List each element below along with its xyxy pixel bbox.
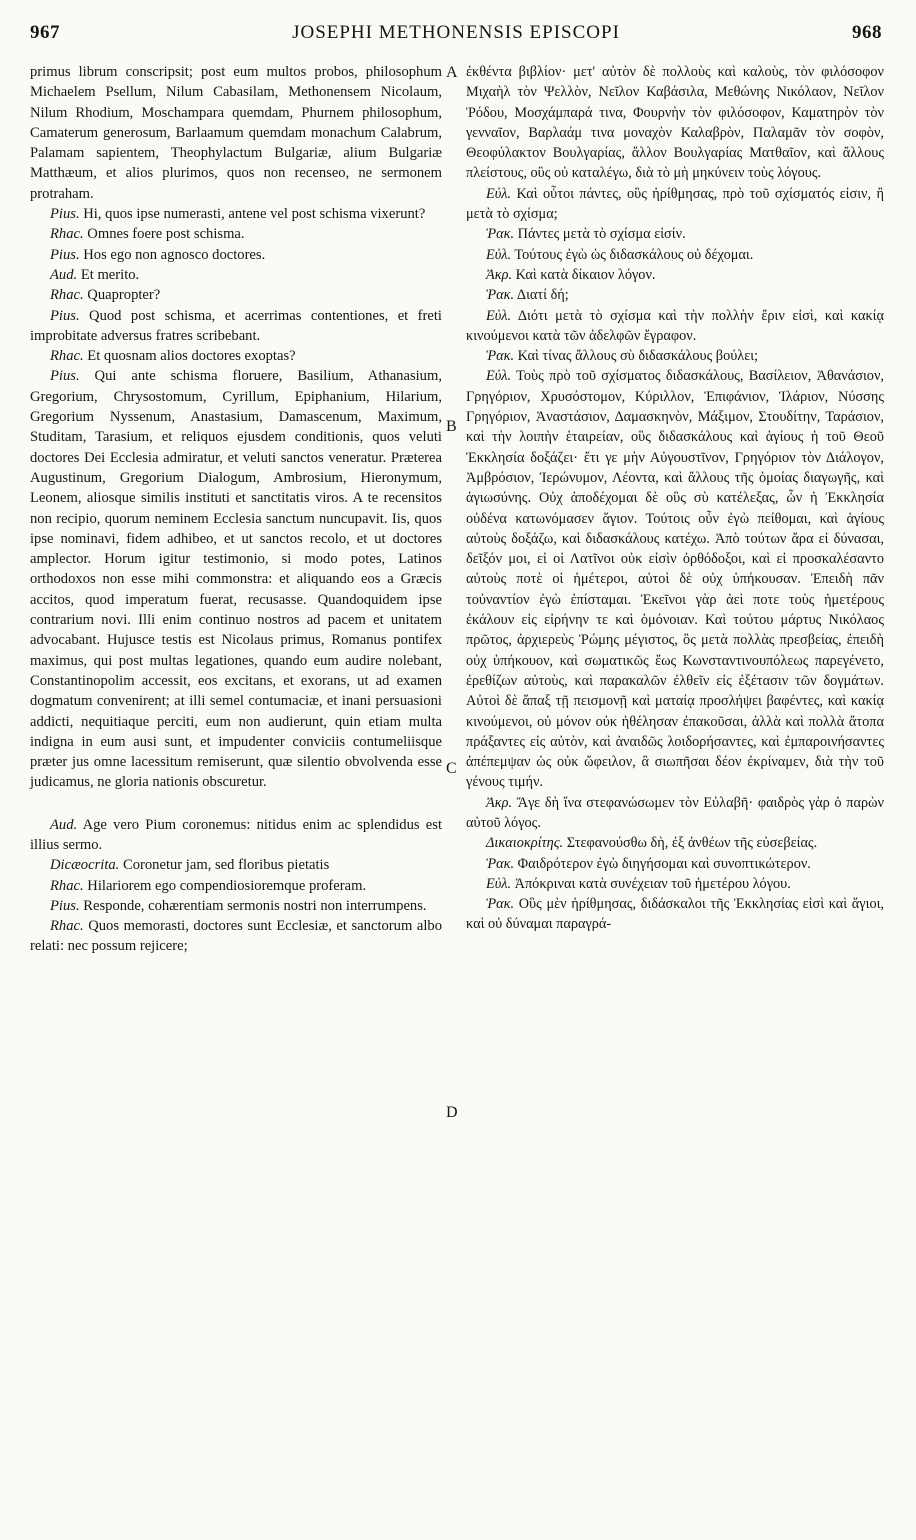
- greek-paragraph: Εὐλ. Καὶ οὗτοι πάντες, οὓς ἠρίθμησας, πρὸ τοῦ σχίσματός εἰσιν, ἢ μετὰ τὸ σχίσμα;: [466, 185, 884, 223]
- speaker: Pius.: [50, 368, 80, 385]
- latin-paragraph: Rhac. Et quosnam alios doctores exoptas?: [50, 348, 296, 365]
- speaker: Εὐλ.: [486, 307, 512, 324]
- latin-paragraph: primus librum conscripsit; post eum multos probos, philosophum Michaelem Psellum, Nilum Cabasilam, Methonensem Nicolaum, Nilum Rhodium, Moschampara quemdam, Phurnem philosophum, Camaterum generosum, Barlaamum quemdam monachum Calabrum, Palamam sapientem, Theophylactum Bulgariæ, alium Bulgariæ Matthæum, et alios plurimos, quos non recenseo, ne sermonem protraham.: [30, 64, 442, 202]
- greek-paragraph: Ῥακ. Φαιδρότερον ἐγὼ διηγήσομαι καὶ συνοπτικώτερον.: [486, 855, 811, 872]
- margin-marker-d: D: [446, 1104, 458, 1121]
- speaker: Ἀκρ.: [486, 794, 513, 811]
- greek-column: [466, 62, 884, 935]
- margin-marker-b: B: [446, 418, 457, 435]
- page-number-left: 967: [30, 22, 60, 43]
- speaker: Ῥακ.: [486, 896, 515, 913]
- running-header: [30, 22, 882, 52]
- latin-paragraph: Pius. Responde, cohærentiam sermonis nostri non interrumpens.: [50, 897, 427, 914]
- latin-paragraph: Pius. Quod post schisma, et acerrimas contentiones, et freti improbitate adversus fratres scribebant.: [30, 307, 442, 344]
- speaker: Aud.: [50, 266, 78, 283]
- speaker: Rhac.: [50, 226, 84, 243]
- running-title: JOSEPHI METHONENSIS EPISCOPI: [292, 22, 620, 43]
- margin-marker-c: C: [446, 760, 457, 777]
- latin-paragraph: Rhac. Quapropter?: [50, 287, 161, 304]
- speaker: Ῥακ.: [486, 226, 515, 243]
- greek-paragraph: ἐκθέντα βιβλίον· μετ' αὐτὸν δὲ πολλοὺς καὶ καλοὺς, τὸν φιλόσοφον Μιχαὴλ τὸν Ψελλὸν, Νεῖλον Καβάσιλα, Μεθώνης Νικόλαον, Νεῖλον Ῥόδου, Μοσχάμπαρά τινα, Φουρνὴν τὸν φιλόσοφον, Καματηρὸν τὸν γενναῖον, Βαρλαάμ τινα μοναχὸν Καλαβρὸν, Παλαμᾶν τὸν σοφὸν, Θεοφύλακτον Βουλγαρίας, ἄλλον Βουλγαρίας Ματθαῖον, καὶ ἄλλους πλείστους, οὓς οὐ καταλέγω, διὰ τὸ μὴ μηκύνειν τοὺς λόγους.: [466, 64, 884, 182]
- latin-paragraph: Pius. Qui ante schisma floruere, Basilium, Athanasium, Gregorium, Chrysostomum, Cyrillum, Epiphanium, Hilarium, Gregorium Nyssenum, Anastasium, Damascenum, Maximum, Studitam, Tarasium, et reliquos ejusdem conditionis, quos veluti doctores Dei Ecclesia admiratur, et veluti sanctos veneratur. Præterea Augustinum, Gregorium Dialogum, Ambrosium, Hieronymum, Leonem, aliosque similis instituti et sanctitatis viros. A te recensitos non recipio, quorum neminem Ecclesia sanctum nuncupavit. Iis, quos ipse nominavi, fidem adhibeo, et ut sanctos recolo, et ut doctores amplector. Horum igitur testimonio, si modo potes, Latinos orthodoxos non esse mihi commonstra: et aliquando eos a Græcis accitos, quod imperatum fuerat, recusasse. Quandoquidem ipse contrarium novi. Illi enim continuo nostros ad pacem et unitatem advocabant. Hujusce testis est Nicolaus primus, Romanus pontifex maximus, qui post multas legationes, quando eum audire nolebant, Constantinopolim accessit, eos excitans, et exorans, ut ad examen dogmatum convenirent; at illi semel contumaciæ, et inani persuasioni addicti, nequitiaque perciti, eum non audierunt, quin etiam multa indigna in eum ausi sunt, et impudenter conviciis contumeliisque præter jus omne lacessitum remiserunt, quæ silentio obvolvenda esse judicamus, ne gloria nationis obscuretur.: [30, 368, 442, 791]
- greek-paragraph: Δικαιοκρίτης. Στεφανούσθω δὴ, ἐξ ἀνθέων τῆς εὐσεβείας.: [486, 835, 818, 852]
- speaker: Dicæocrita.: [50, 857, 120, 874]
- greek-paragraph: Εὐλ. Διότι μετὰ τὸ σχίσμα καὶ τὴν πολλὴν ἔριν εἰσὶ, καὶ κακίᾳ κινούμενοι κατὰ τῶν ἀδελφῶν ἔγραφον.: [466, 307, 884, 344]
- greek-paragraph: Εὐλ. Ἀπόκριναι κατὰ συνέχειαν τοῦ ἡμετέρου λόγου.: [486, 875, 791, 892]
- latin-paragraph: Aud. Age vero Pium coronemus: nitidus enim ac splendidus est illius sermo.: [30, 816, 442, 853]
- latin-paragraph: Pius. Hi, quos ipse numerasti, antene vel post schisma vixerunt?: [50, 206, 426, 223]
- latin-paragraph: Aud. Et merito.: [50, 266, 140, 283]
- speaker: Rhac.: [50, 918, 84, 935]
- greek-paragraph: Ῥακ. Διατί δή;: [486, 287, 569, 304]
- latin-paragraph: Rhac. Quos memorasti, doctores sunt Ecclesiæ, et sanctorum albo relati: nec possum rejicere;: [30, 918, 442, 955]
- speaker: Pius.: [50, 307, 80, 324]
- speaker: Rhac.: [50, 877, 84, 894]
- greek-paragraph: Εὐλ. Τοὺς πρὸ τοῦ σχίσματος διδασκάλους, Βασίλειον, Ἀθανάσιον, Γρηγόριον, Χρυσόστομον, Κύριλλον, Ἐπιφάνιον, Ἱλάριον, Νύσσης Γρηγόριον, Ἀναστάσιον, Δαμασκηνὸν, Μάξιμον, Στουδίτην, Ταράσιον, καὶ τὴν λοιπὴν ἑταιρείαν, οὓς διδασκάλους καὶ ἁγίους ἡ τοῦ Θεοῦ Ἐκκλησία δοξάζει· ἔτι γε μὴν Αὐγουστῖνον, Γρηγόριον τὸν Διάλογον, Ἀμβρόσιον, Ἱερώνυμον, Λέοντα, καὶ ἄλλους τῆς ὁμοίας διαγωγῆς, καὶ ἁγιωσύνης. Οὐχ ἀποδέχομαι δὲ οὓς σὺ κατέλεξας, ὧν ἡ Ἐκκλησία οὐδένα κατωνόμασεν ἅγιον. Τούτοις οὖν ἐγὼ πείθομαι, καὶ ἁγίους αὐτοὺς δοξάζω, καὶ διδασκάλους κατέχω. Ἀπὸ τούτων ἄρα εἰ δύνασαι, δεῖξόν μοι, εἰ οἱ Λατῖνοι οὐκ εἰσὶν ὀρθόδοξοι, καὶ εἰ προσκαλέσαντο αὐτοὺς ποτὲ οἱ ἡμέτεροι, αὐτοὶ δὲ οὐχ ὑπήκουσαν. Ἐπειδὴ πᾶν τοὐναντίον ἐγὼ ἐπίσταμαι. Ἐκεῖνοι γὰρ ἀεὶ ποτε τοὺς ἡμετέρους ἐκάλουν εἰς εἰρήνην τε καὶ ὁμόνοιαν. Καὶ τούτου μάρτυς Νικόλαος πρῶτος, ἀρχιερεὺς Ῥώμης μέγιστος, ὃς μετὰ πολλὰς πρεσβείας, ἐπειδὴ οὐχ ὑπήκουον, καὶ σωματικῶς ἕως Κωνσταντινουπόλεως παρεγένετο, ἐρεθίζων αὐτοὺς, καὶ παρακαλῶν ἐλθεῖν εἰς ἐξέτασιν τῶν δογμάτων. Αὐτοὶ δὲ ἅπαξ τῇ πεισμονῇ καὶ ματαίᾳ προσλήψει βαφέντες, καὶ κακίᾳ κινούμενοι, οὐ μόνον οὐκ ἠθέλησαν ἐπακοῦσαι, ἀλλὰ καὶ πολλὰ ἄτοπα πράξαντες εἰς αὐτὸν, καὶ ἀναιδῶς λοιδορήσαντες, καὶ ἐμπαροινήσαντες ἀπέπεμψαν ὡς οὐκ ὤφειλον, ἃ σιωπῆσαι δέον ἐκρίναμεν, διὰ τὴν τοῦ γένους τιμήν.: [466, 368, 884, 791]
- greek-paragraph: Ῥακ. Καὶ τίνας ἄλλους σὺ διδασκάλους βούλει;: [486, 348, 759, 365]
- greek-paragraph: Ἀκρ. Καὶ κατὰ δίκαιον λόγον.: [486, 266, 656, 283]
- speaker: Ῥακ.: [486, 855, 515, 872]
- page-number-right: 968: [852, 22, 882, 43]
- speaker: Aud.: [50, 816, 78, 833]
- speaker: Pius.: [50, 897, 80, 914]
- latin-column: [30, 62, 442, 957]
- speaker: Δικαιοκρίτης.: [486, 835, 564, 852]
- speaker: Ἀκρ.: [486, 266, 513, 283]
- speaker: Εὐλ.: [486, 246, 512, 263]
- speaker: Rhac.: [50, 348, 84, 365]
- greek-paragraph: Εὐλ. Τούτους ἐγὼ ὡς διδασκάλους οὐ δέχομαι.: [486, 246, 754, 263]
- latin-paragraph: Rhac. Hilariorem ego compendiosioremque proferam.: [50, 877, 367, 894]
- greek-paragraph: Ῥακ. Πάντες μετὰ τὸ σχίσμα εἰσίν.: [486, 226, 686, 243]
- speaker: Ῥακ.: [486, 287, 515, 304]
- margin-marker-a: A: [446, 64, 458, 81]
- speaker: Ῥακ.: [486, 348, 515, 365]
- latin-paragraph: Dicæocrita. Coronetur jam, sed floribus pietatis: [50, 857, 330, 874]
- speaker: Εὐλ.: [486, 875, 512, 892]
- speaker: Εὐλ.: [486, 368, 512, 385]
- latin-paragraph: Rhac. Omnes foere post schisma.: [50, 226, 245, 243]
- latin-paragraph: Pius. Hos ego non agnosco doctores.: [50, 246, 266, 263]
- speaker: Pius.: [50, 246, 80, 263]
- speaker: Εὐλ.: [486, 185, 512, 202]
- greek-paragraph: Ἀκρ. Ἄγε δὴ ἵνα στεφανώσωμεν τὸν Εὐλαβῆ· φαιδρὸς γὰρ ὁ παρὼν αὐτοῦ λόγος.: [466, 794, 885, 831]
- speaker: Rhac.: [50, 287, 84, 304]
- speaker: Pius.: [50, 206, 80, 223]
- greek-paragraph: Ῥακ. Οὓς μὲν ἠρίθμησας, διδάσκαλοι τῆς Ἐκκλησίας εἰσὶ καὶ ἅγιοι, καὶ οὐ δύναμαι παραγρά-: [466, 896, 885, 933]
